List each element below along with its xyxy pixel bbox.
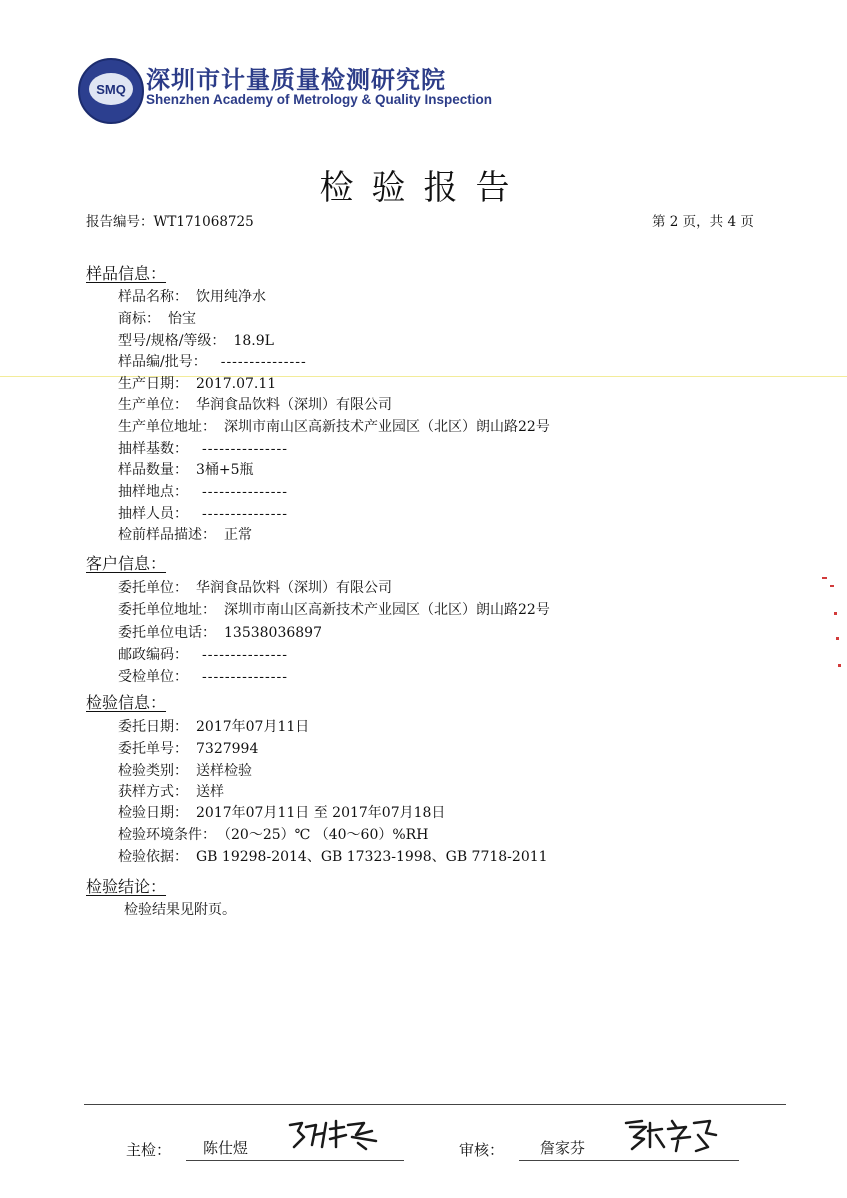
inspector-signature-line bbox=[186, 1160, 404, 1161]
report-number: 报告编号：WT171068725 bbox=[86, 214, 254, 230]
field-value: 华润食品饮料（深圳）有限公司 bbox=[196, 580, 392, 596]
field-row bbox=[118, 459, 254, 479]
field-label: 委托日期： bbox=[118, 719, 188, 735]
logo-text: SMQ bbox=[96, 82, 126, 97]
field-value: 深圳市南山区高新技术产业园区（北区）朗山路22号 bbox=[224, 419, 550, 435]
field-row bbox=[118, 330, 274, 350]
field-value: （20～25）℃ （40～60）%RH bbox=[224, 827, 429, 843]
field-value: --------------- bbox=[202, 669, 288, 685]
field-label: 获样方式： bbox=[118, 784, 188, 800]
field-label: 样品名称： bbox=[118, 289, 188, 305]
field-label: 委托单号： bbox=[118, 741, 188, 757]
organization-name-en: Shenzhen Academy of Metrology & Quality Inspection bbox=[146, 92, 493, 107]
field-value: GB 19298-2014、GB 17323-1998、GB 7718-2011 bbox=[196, 849, 548, 865]
field-value: 2017.07.11 bbox=[196, 376, 277, 392]
margin-mark bbox=[838, 664, 841, 667]
field-value: 18.9L bbox=[233, 333, 274, 349]
margin-mark bbox=[836, 637, 839, 640]
field-label: 受检单位： bbox=[118, 669, 188, 685]
field-label: 检验依据： bbox=[118, 849, 188, 865]
field-value: --------------- bbox=[202, 506, 288, 522]
inspector-name: 陈仕煜 bbox=[203, 1139, 249, 1157]
field-label: 生产单位： bbox=[118, 397, 188, 413]
section-inspection-heading: 检验信息： bbox=[86, 693, 167, 712]
field-value: 3桶+5瓶 bbox=[196, 462, 254, 478]
field-label: 样品编/批号： bbox=[118, 354, 207, 370]
margin-mark bbox=[822, 577, 827, 579]
field-row bbox=[118, 666, 288, 686]
field-value: 正常 bbox=[224, 527, 252, 543]
field-value: 华润食品饮料（深圳）有限公司 bbox=[196, 397, 392, 413]
logo bbox=[78, 58, 144, 124]
field-label: 检验类别： bbox=[118, 763, 188, 779]
field-value: 送样 bbox=[196, 784, 224, 800]
field-label: 生产日期： bbox=[118, 376, 188, 392]
field-value: --------------- bbox=[202, 484, 288, 500]
field-row bbox=[118, 503, 288, 523]
reviewer-name: 詹家芬 bbox=[540, 1139, 586, 1157]
field-row bbox=[118, 524, 252, 544]
field-value: --------------- bbox=[220, 354, 307, 370]
field-value: 2017年07月11日 bbox=[196, 719, 310, 735]
inspector-label: 主检： bbox=[126, 1141, 172, 1159]
field-label: 检验日期： bbox=[118, 805, 188, 821]
field-row bbox=[118, 599, 550, 619]
conclusion-text: 检验结果见附页。 bbox=[124, 902, 236, 918]
inspector-signature-strokes bbox=[286, 1117, 382, 1153]
field-label: 委托单位电话： bbox=[118, 625, 216, 641]
field-label: 抽样人员： bbox=[118, 506, 188, 522]
field-row bbox=[118, 286, 266, 306]
field-row bbox=[118, 373, 276, 393]
field-value: 饮用纯净水 bbox=[196, 289, 266, 305]
field-row bbox=[118, 351, 307, 371]
field-label: 商标： bbox=[118, 311, 160, 327]
field-value: --------------- bbox=[202, 647, 288, 663]
field-row bbox=[118, 438, 288, 458]
field-row bbox=[118, 781, 224, 801]
field-row bbox=[118, 416, 550, 436]
field-row bbox=[118, 846, 548, 866]
field-row bbox=[118, 802, 445, 822]
field-label: 委托单位地址： bbox=[118, 602, 216, 618]
page-indicator: 第 2 页，共 4 页 bbox=[652, 214, 754, 230]
field-label: 邮政编码： bbox=[118, 647, 188, 663]
field-value: 送样检验 bbox=[196, 763, 252, 779]
page-title: 检验报告 bbox=[319, 168, 528, 208]
field-row bbox=[118, 738, 258, 758]
logo-emblem bbox=[89, 73, 133, 105]
field-row bbox=[118, 760, 252, 780]
field-value: 怡宝 bbox=[168, 311, 196, 327]
field-label: 检前样品描述： bbox=[118, 527, 216, 543]
field-row bbox=[118, 644, 288, 664]
field-row bbox=[118, 716, 309, 736]
reviewer-signature bbox=[620, 1117, 720, 1162]
field-row bbox=[118, 481, 288, 501]
section-conclusion-heading: 检验结论： bbox=[86, 877, 167, 896]
inspector-signature bbox=[286, 1117, 382, 1160]
reviewer-signature-strokes bbox=[620, 1117, 720, 1155]
margin-mark bbox=[830, 585, 834, 587]
field-label: 样品数量： bbox=[118, 462, 188, 478]
margin-mark bbox=[834, 612, 837, 615]
field-row bbox=[118, 394, 392, 414]
field-value: 13538036897 bbox=[224, 625, 322, 641]
field-label: 型号/规格/等级： bbox=[118, 333, 226, 349]
field-value: 2017年07月11日 至 2017年07月18日 bbox=[196, 805, 446, 821]
field-row bbox=[118, 308, 196, 328]
field-label: 检验环境条件： bbox=[118, 827, 216, 843]
field-label: 委托单位： bbox=[118, 580, 188, 596]
field-value: 深圳市南山区高新技术产业园区（北区）朗山路22号 bbox=[224, 602, 550, 618]
footer-divider bbox=[84, 1104, 786, 1105]
reviewer-label: 审核： bbox=[459, 1141, 505, 1159]
reviewer-signature-line bbox=[519, 1160, 739, 1161]
field-label: 抽样地点： bbox=[118, 484, 188, 500]
field-row bbox=[118, 622, 322, 642]
field-label: 生产单位地址： bbox=[118, 419, 216, 435]
organization-name-cn: 深圳市计量质量检测研究院 bbox=[146, 66, 446, 94]
field-row bbox=[118, 824, 428, 844]
section-sample-heading: 样品信息： bbox=[86, 264, 167, 283]
field-value: 7327994 bbox=[196, 741, 259, 757]
section-client-heading: 客户信息： bbox=[86, 554, 167, 573]
field-label: 抽样基数： bbox=[118, 441, 188, 457]
field-row bbox=[118, 577, 392, 597]
field-value: --------------- bbox=[202, 441, 288, 457]
